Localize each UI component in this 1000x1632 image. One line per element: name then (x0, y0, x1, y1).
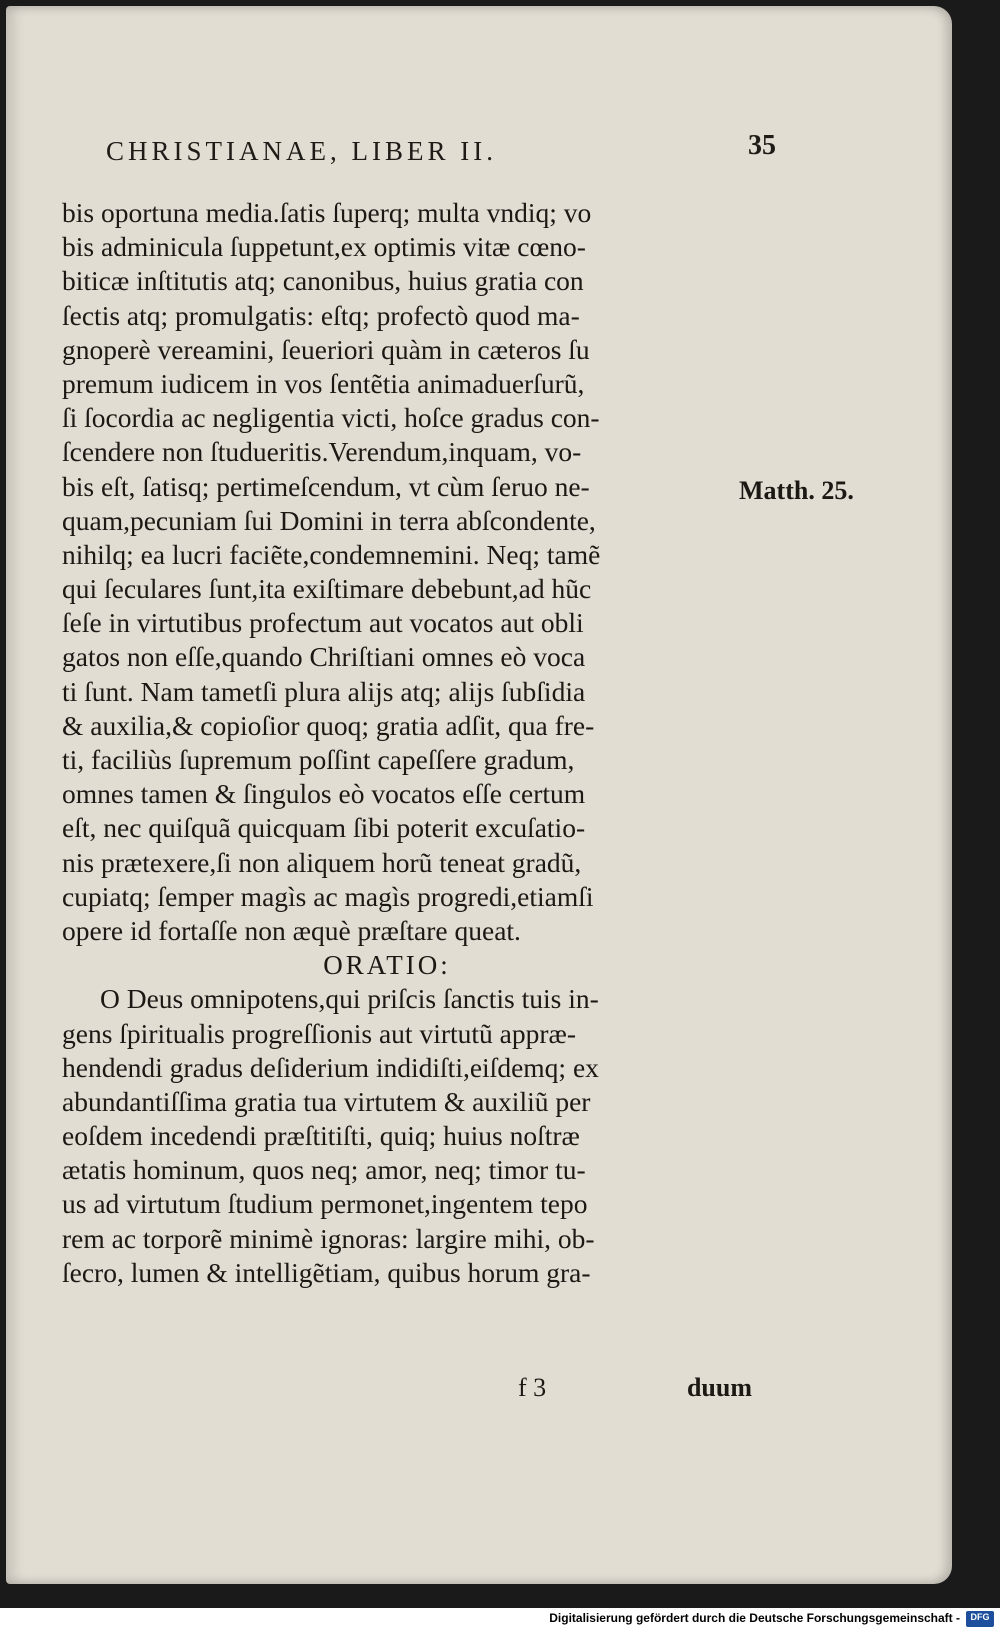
text-line: ſectis atq; promulgatis: eſtq; profectò quod ma- (62, 299, 580, 331)
text-line: nis prætexere,ſi non aliquem horũ teneat gradũ, (62, 846, 582, 878)
text-line: bis oportuna media.ſatis ſuperq; multa vndiq; vo (62, 197, 592, 228)
book-page (6, 6, 952, 1584)
running-title: CHRISTIANAE, LIBER II. (106, 136, 497, 166)
text-line: gatos non eſſe,quando Chriſtiani omnes eò voca (62, 641, 586, 673)
text-line: qui ſeculares ſunt,ita exiſtimare debebunt,ad hũc (62, 573, 592, 605)
text-line: ti, faciliùs ſupremum poſſint capeſſere gradum, (62, 744, 575, 775)
prayer-line: rem ac torporẽ minimè ignoras: largire mihi, ob- (62, 1222, 595, 1254)
text-line: ſcendere non ſtudueritis.Verendum,inquam, vo- (62, 436, 582, 468)
text-line: nihilq; ea lucri faciẽte,condemnemini. Neq; tamẽ (62, 538, 601, 570)
text-line: omnes tamen & ſingulos eò vocatos eſſe certum (62, 778, 586, 810)
prayer-line: gens ſpiritualis progreſſionis aut virtutũ appræ- (62, 1017, 577, 1049)
prayer-line: ſecro, lumen & intelligẽtiam, quibus horum gra- (62, 1256, 591, 1288)
page-header (106, 130, 776, 172)
marginal-reference: Matth. 25. (739, 476, 854, 505)
text-line: premum iudicem in vos ſentẽtia animaduerſurũ, (62, 367, 585, 399)
prayer-line: eoſdem incedendi præſtitiſti, quiq; huius noſtræ (62, 1120, 580, 1152)
footer-credit: Digitalisierung gefördert durch die Deutsche Forschungsgemeinschaft - (549, 1611, 960, 1625)
text-line: cupiatq; ſemper magìs ac magìs progredi,etiamſi (62, 880, 594, 912)
catchword: duum (686, 1373, 752, 1402)
main-text (62, 196, 752, 1290)
dfg-logo-icon (966, 1611, 994, 1627)
prayer-line: O Deus omnipotens,qui priſcis ſanctis tuis in- (100, 983, 599, 1015)
text-line: ti ſunt. Nam tametſi plura alijs atq; alijs ſubſidia (62, 675, 586, 707)
signature-mark: f 3 (518, 1373, 547, 1402)
text-line: & auxilia,& copioſior quoq; gratia adſit, qua fre- (62, 709, 595, 741)
text-line: ſi ſocordia ac negligentia victi, hoſce gradus con- (62, 402, 600, 434)
text-line: opere id fortaſſe non æquè præſtare queat. (62, 914, 521, 946)
text-line: biticæ inſtitutis atq; canonibus, huius gratia con (62, 265, 584, 297)
text-line: gnoperè vereamini, ſeueriori quàm in cæteros ſu (62, 333, 590, 365)
prayer-line: abundantiſſima gratia tua virtutem & auxiliũ per (62, 1085, 591, 1117)
dfg-logo-text: DFG (970, 1612, 990, 1622)
text-line: quam,pecuniam ſui Domini in terra abſcondente, (62, 504, 596, 536)
text-line: bis eſt, ſatisq; pertimeſcendum, vt cùm ſeruo ne- (62, 470, 590, 502)
prayer-line: ætatis hominum, quos neq; amor, neq; timor tu- (62, 1154, 586, 1186)
page-number: 35 (748, 130, 776, 161)
prayer-heading: ORATIO: (323, 950, 451, 981)
catchline (62, 1373, 752, 1407)
text-line: bis adminicula ſuppetunt,ex optimis vitæ cœno- (62, 231, 586, 263)
text-line: ſeſe in virtutibus profectum aut vocatos aut obli (62, 607, 584, 639)
prayer-line: us ad virtutum ſtudium permonet,ingentem tepo (62, 1188, 588, 1220)
text-line: eſt, nec quiſquã quicquam ſibi poterit excuſatio- (62, 812, 586, 844)
footer-bar (0, 1608, 1000, 1632)
prayer-line: hendendi gradus deſiderium indidiſti,eiſdemq; ex (62, 1051, 599, 1083)
